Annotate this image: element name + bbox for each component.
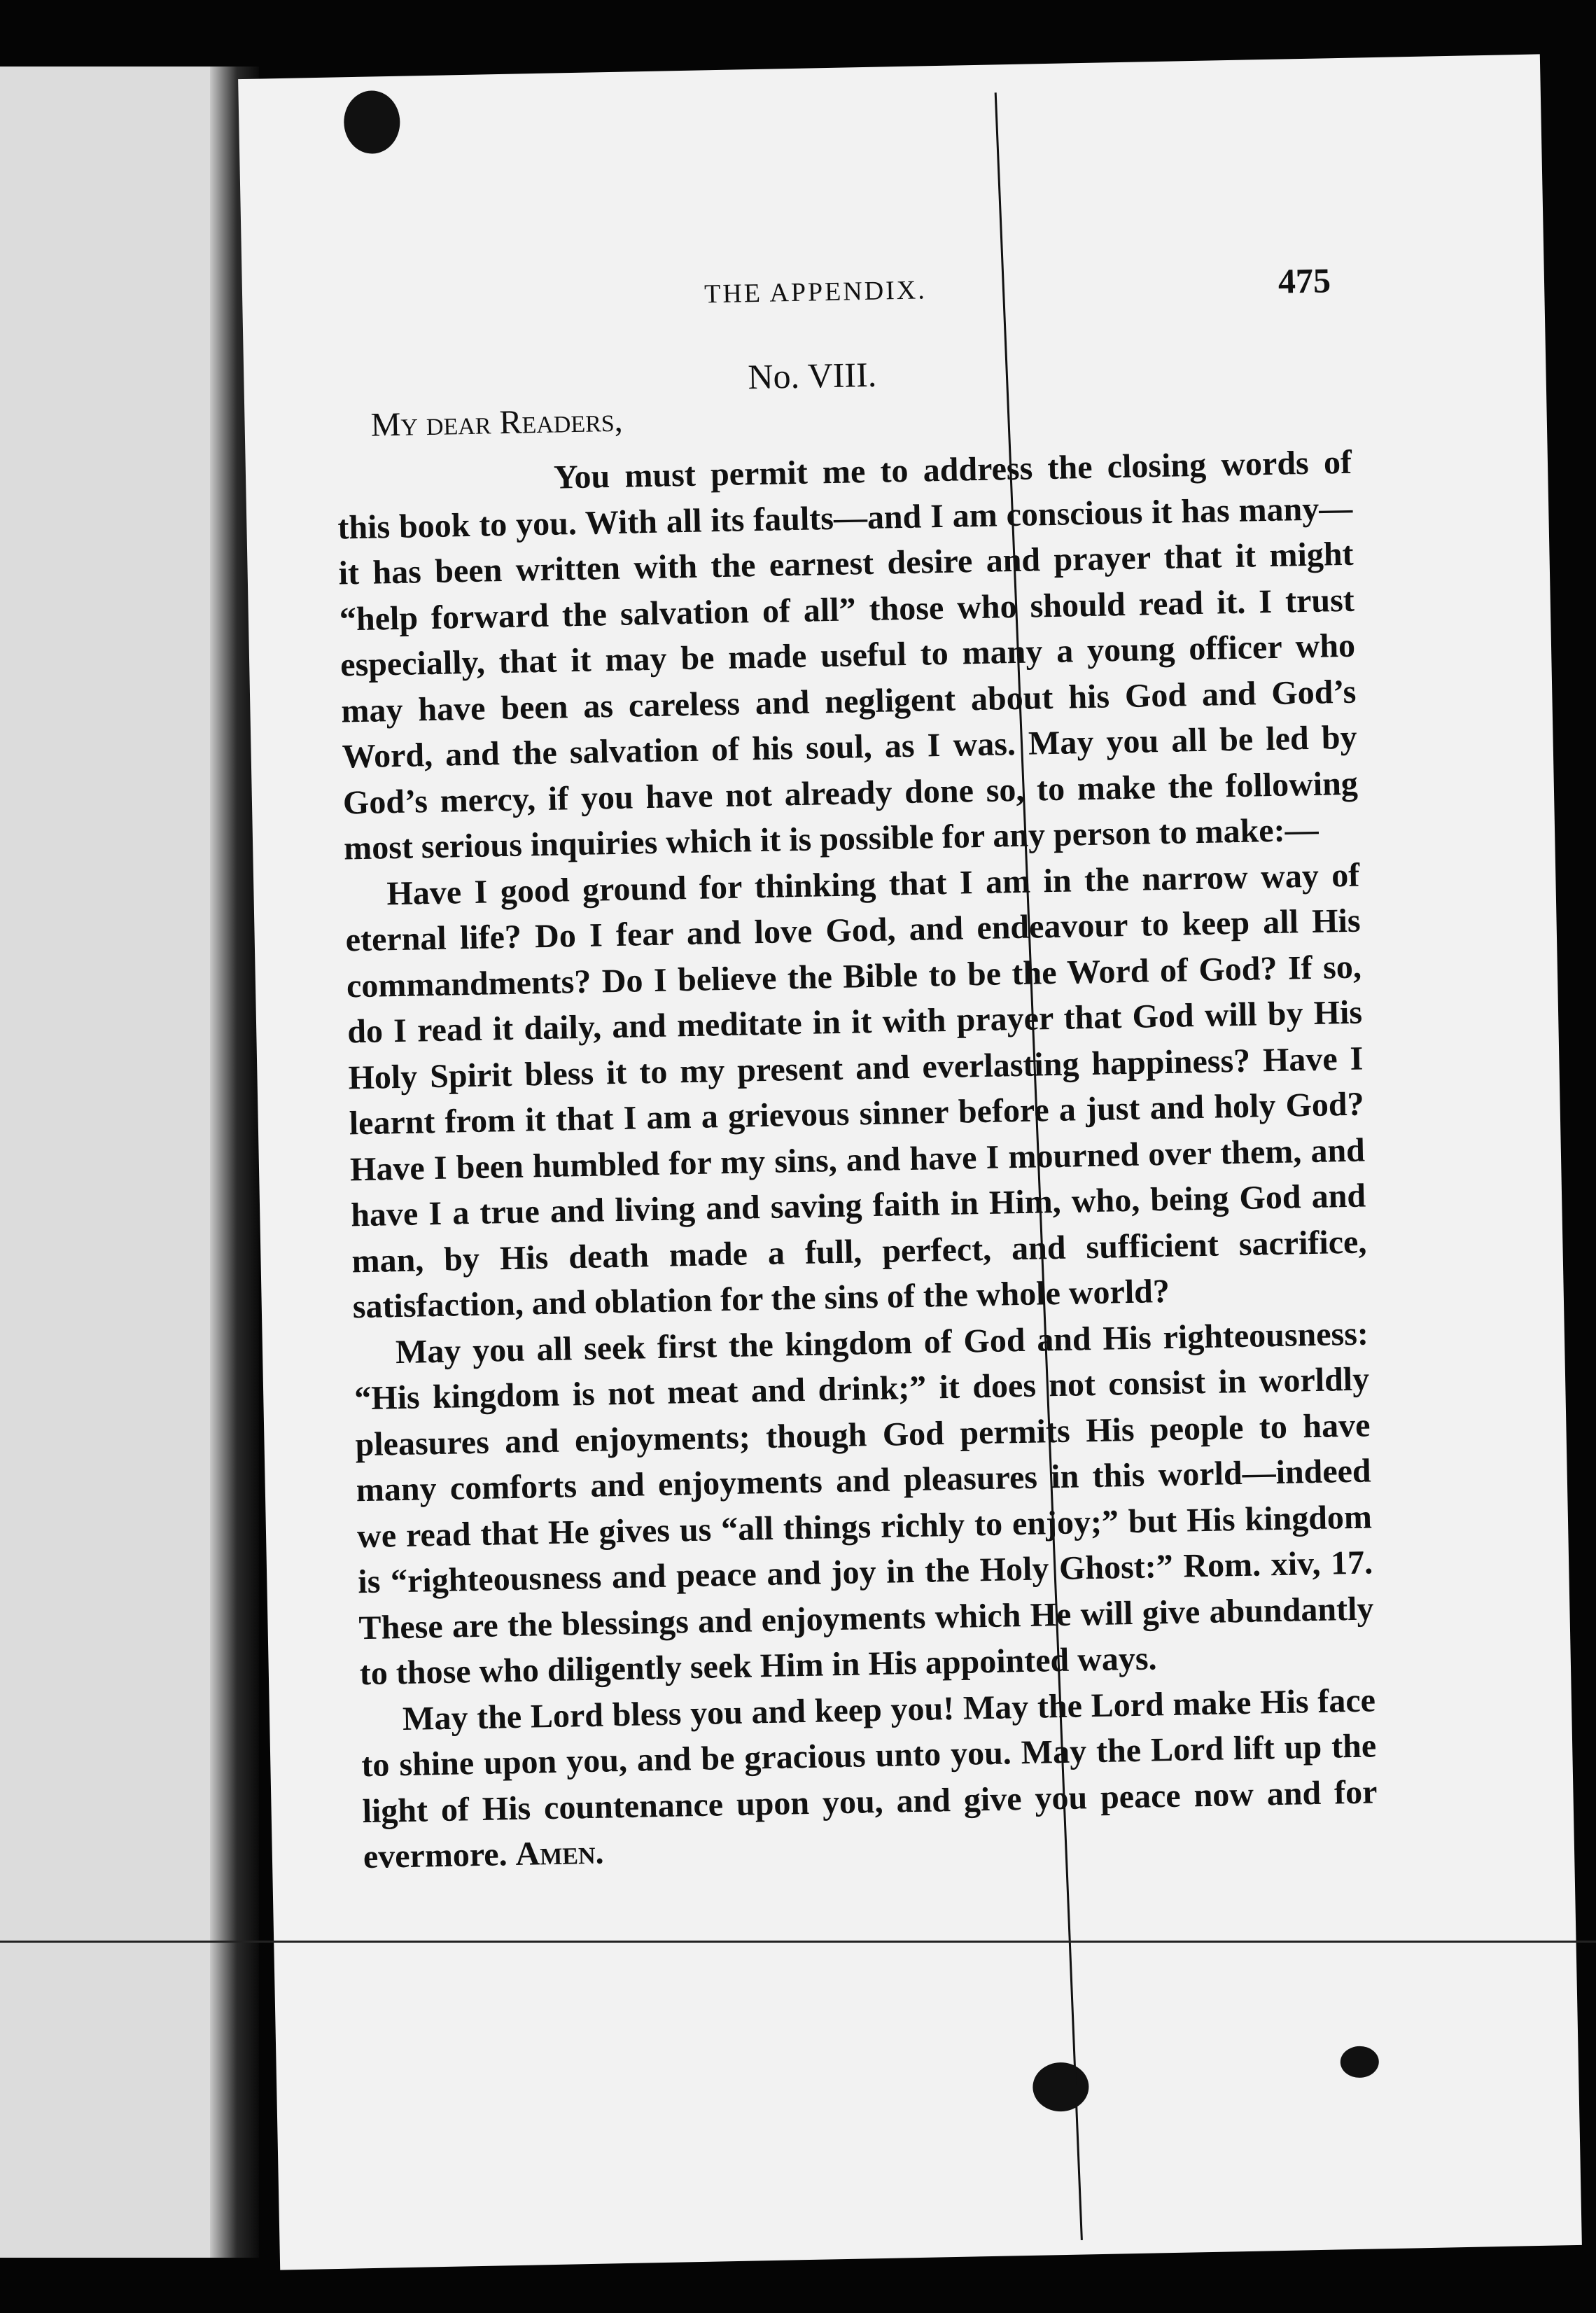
left-page-edge	[0, 67, 234, 2258]
section-heading: No. VIII.	[747, 354, 877, 397]
paragraph-4	[360, 1677, 1379, 1880]
horizontal-rule-line	[0, 1941, 1596, 1943]
body-text	[337, 440, 1379, 1880]
ink-blot-top	[343, 90, 400, 155]
paragraph-4-text: May the Lord bless you and keep you! May the Lord make His face to shine upon you, and be gracious unto you. May the Lord lift up the light of His countenance upon you, and give you peace now and for evermore.	[360, 1681, 1378, 1876]
ink-blot-stain	[1340, 2046, 1379, 2078]
paragraph-1: You must permit me to address the closing words of this book to you. With all its faults—and I am conscious it has many—it has been written with the earnest desire and prayer that it might “help forward the salvation of all” those who should read it. I trust especially, that it may be made useful to many a young officer who may have been as careless and negligent about his God and God’s Word, and the salvation of his soul, as I was. May you all be led by God’s mercy, if you have not already done so, to make the following most serious inquiries which it is possible for any person to make:—	[337, 443, 1359, 867]
page-number: 475	[1278, 260, 1331, 301]
page-header	[242, 258, 1405, 337]
paragraph-3: May you all seek first the kingdom of God and His righteousness: “His kingdom is not meat and drink;” it does not consist in worldly pleasures and enjoyments; though God permits His people to have many comforts and enjoyments and pleasures in this world—indeed we read that He gives us “all things richly to enjoy;” but His kingdom is “righteousness and peace and joy in the Holy Ghost:” Rom. xiv, 17. These are the blessings and enjoyments which He will give abundantly to those who diligently seek Him in His appointed ways.	[354, 1314, 1374, 1693]
closing-word: Amen.	[515, 1833, 604, 1873]
book-page	[238, 54, 1582, 2270]
salutation: My dear Readers,	[370, 401, 624, 444]
paragraph-2: Have I good ground for thinking that I am in the narrow way of eternal life? Do I fear and love God, and endeavour to keep all His commandments? Do I believe the Bible to be the Word of God? If so, do I read it daily, and meditate in it with prayer that God will by His Holy Spirit bless it to my present and everlasting happiness? Have I learnt from it that I am a grievous sinner before a just and holy God? Have I been humbled for my sins, and have I mourned over them, and have I a true and living and saving faith in Him, who, being God and man, by His death made a full, perfect, and sufficient sacrifice, satisfaction, and oblation for the sins of the whole world?	[345, 856, 1367, 1326]
running-head: THE APPENDIX.	[704, 275, 927, 309]
ink-blot-bottom	[1032, 2062, 1089, 2112]
